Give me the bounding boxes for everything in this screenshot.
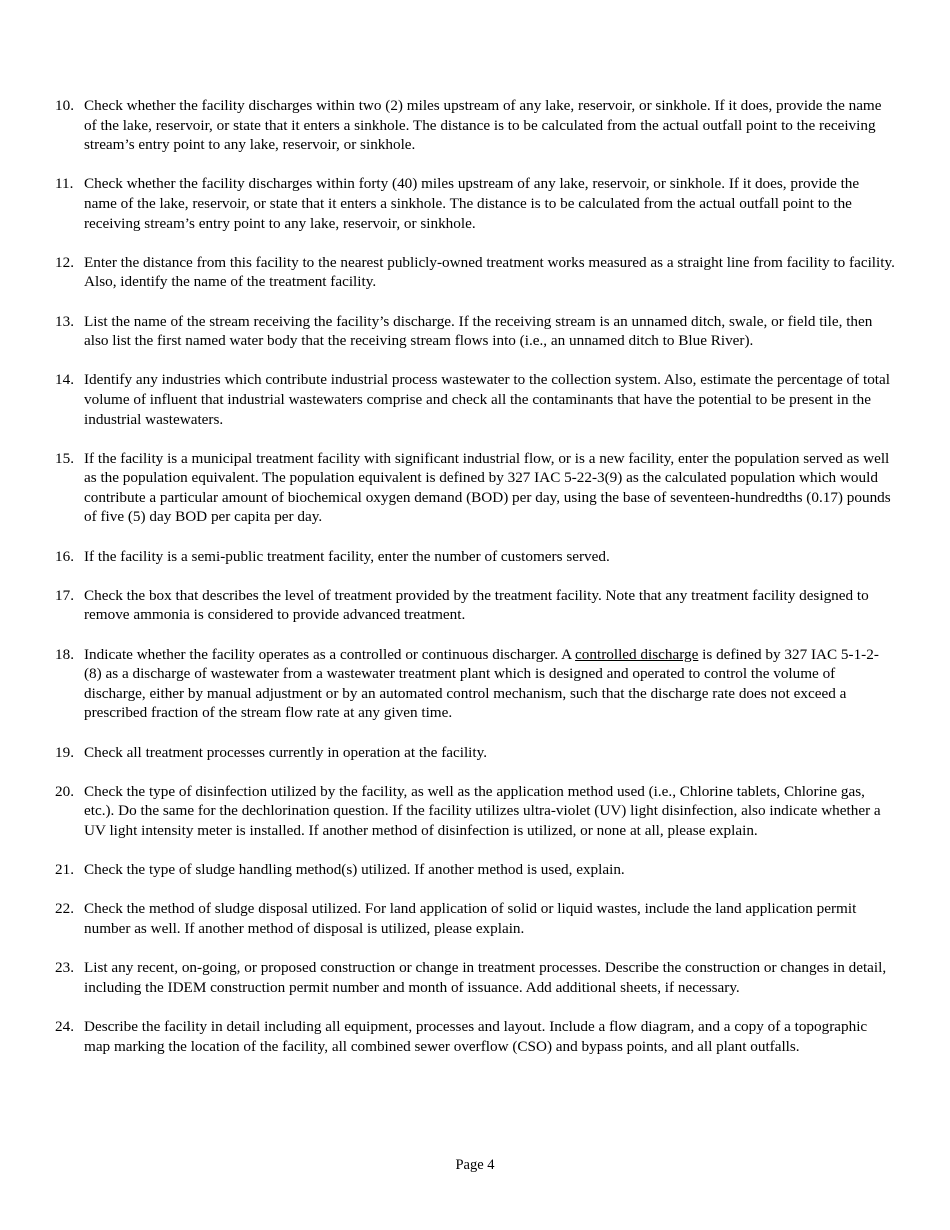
instruction-list bbox=[55, 96, 895, 1076]
item-number: 20. bbox=[55, 782, 74, 800]
item-text: If the facility is a semi-public treatment facility, enter the number of customers served. bbox=[84, 547, 610, 565]
item-text: Check whether the facility discharges within forty (40) miles upstream of any lake, reservoir, or sinkhole. If it does, provide the name of the lake, reservoir, or state that it enters a sinkhole. The distance is to be calculated from the actual outfall point to the receiving stream’s entry point to any lake, reservoir, or sinkhole. bbox=[84, 175, 860, 232]
item-text: Identify any industries which contribute industrial process wastewater to the collection system. Also, estimate the percentage of total volume of influent that industrial wastewaters comprise and check all the contaminants that have the potential to be present in the industrial wastewaters. bbox=[84, 371, 890, 428]
list-item bbox=[55, 958, 895, 997]
page-footer bbox=[0, 1156, 950, 1176]
item-text: Check the method of sludge disposal utilized. For land application of solid or liquid wastes, include the land application permit number as well. If another method of disposal is utilized, please explain. bbox=[84, 900, 857, 937]
list-item bbox=[55, 174, 895, 233]
list-item bbox=[55, 96, 895, 155]
list-item bbox=[55, 860, 895, 880]
controlled-discharge-term: controlled discharge bbox=[575, 645, 699, 663]
item-number: 19. bbox=[55, 743, 74, 761]
item-number: 17. bbox=[55, 586, 74, 604]
item-number: 23. bbox=[55, 959, 74, 977]
item-text: Check whether the facility discharges within two (2) miles upstream of any lake, reservoir, or sinkhole. If it does, provide the name of the lake, reservoir, or state that it enters a sinkhole. The distance is to be calculated from the actual outfall point to the receiving stream’s entry point to any lake, reservoir, or sinkhole. bbox=[84, 97, 882, 154]
item-number: 12. bbox=[55, 253, 74, 271]
list-item bbox=[55, 370, 895, 429]
item-text-after: is defined by 327 IAC 5-1-2-(8) as a discharge of wastewater from a wastewater treatment plant which is designed and operated to control the volume of discharge, either by manual adjustment or by an automated control mechanism, such that the discharge rate does not exceed a prescribed fraction of the stream flow rate at any given time. bbox=[84, 645, 879, 722]
item-text-before: Indicate whether the facility operates as a controlled or continuous discharger. A bbox=[84, 645, 576, 663]
item-text: Check all treatment processes currently in operation at the facility. bbox=[84, 743, 488, 761]
item-number: 13. bbox=[55, 312, 74, 330]
list-item bbox=[55, 899, 895, 938]
item-text: Check the type of disinfection utilized by the facility, as well as the application method used (i.e., Chlorine tablets, Chlorine gas, etc.). Do the same for the dechlorination question. If the facility utilizes ultra-violet (UV) light disinfection, also indicate whether a UV light intensity meter is installed. If another method of disinfection is utilized, or none at all, please explain. bbox=[84, 782, 881, 839]
list-item bbox=[55, 547, 895, 567]
item-text: If the facility is a municipal treatment facility with significant industrial flow, or is a new facility, enter the population served as well as the population equivalent. The population equivalent is defined by 327 IAC 5-22-3(9) as the calculated population which would contribute a particular amount of biochemical oxygen demand (BOD) per day, using the base of seventeen-hundredths (0.17) pounds of five (5) day BOD per capita per day. bbox=[84, 449, 891, 526]
item-number: 11. bbox=[55, 175, 74, 193]
item-text: Check the type of sludge handling method(s) utilized. If another method is used, explain. bbox=[84, 861, 625, 879]
list-item bbox=[55, 1017, 895, 1056]
item-number: 14. bbox=[55, 371, 74, 389]
list-item bbox=[55, 253, 895, 292]
item-number: 21. bbox=[55, 861, 74, 879]
list-item bbox=[55, 449, 895, 527]
item-text: List any recent, on-going, or proposed construction or change in treatment processes. Describe the construction or changes in detail, including the IDEM construction permit number and month of issuance. Add additional sheets, if necessary. bbox=[84, 959, 887, 996]
item-number: 24. bbox=[55, 1017, 74, 1035]
item-text bbox=[84, 645, 895, 723]
list-item bbox=[55, 743, 895, 763]
item-text: Check the box that describes the level of treatment provided by the treatment facility. Note that any treatment facility designed to remove ammonia is considered to provide advanced treatment. bbox=[84, 586, 869, 624]
item-text: List the name of the stream receiving the facility’s discharge. If the receiving stream is an unnamed ditch, swale, or field tile, then also list the first named water body that the receiving stream flows into (i.e., an unnamed ditch to Blue River). bbox=[84, 312, 873, 350]
item-text: Describe the facility in detail including all equipment, processes and layout. Include a flow diagram, and a copy of a topographic map marking the location of the facility, all combined sewer overflow (CSO) and bypass points, and all plant outfalls. bbox=[84, 1017, 868, 1055]
item-text: Enter the distance from this facility to the nearest publicly-owned treatment works measured as a straight line from facility to facility. Also, identify the name of the treatment facility. bbox=[84, 253, 895, 291]
list-item bbox=[55, 645, 895, 723]
list-item bbox=[55, 312, 895, 351]
item-number: 18. bbox=[55, 645, 74, 663]
item-number: 15. bbox=[55, 449, 74, 467]
item-number: 22. bbox=[55, 900, 74, 918]
page-number: Page 4 bbox=[455, 1157, 495, 1173]
item-number: 10. bbox=[55, 97, 74, 114]
list-item bbox=[55, 782, 895, 841]
list-item bbox=[55, 586, 895, 625]
item-number: 16. bbox=[55, 547, 74, 565]
